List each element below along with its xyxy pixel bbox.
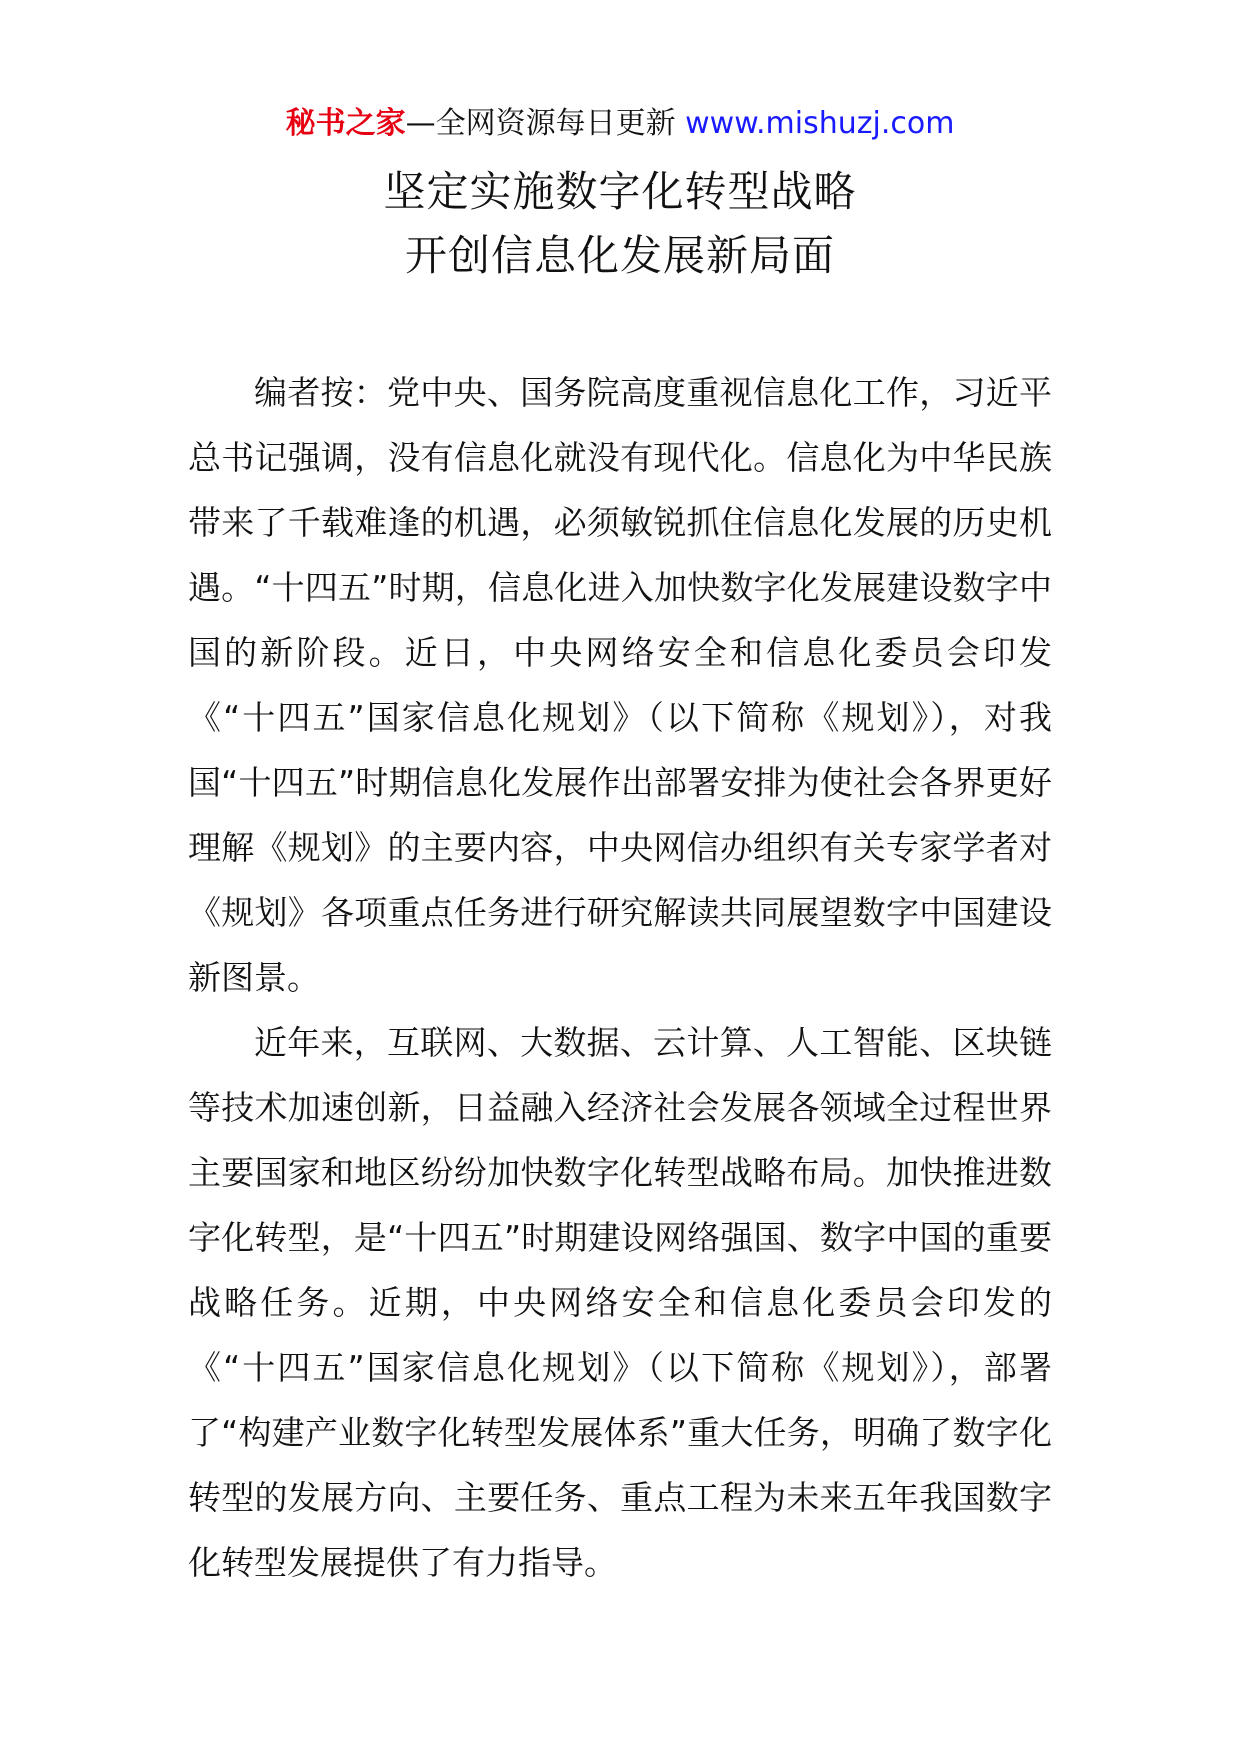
website-link[interactable]: www.mishuzj.com (685, 106, 955, 141)
document-body (188, 360, 1052, 1595)
brand-name: 秘书之家 (285, 106, 406, 141)
title-line-2: 开创信息化发展新局面 (404, 231, 835, 280)
editor-note-paragraph: 编者按：党中央、国务院高度重视信息化工作，习近平总书记强调，没有信息化就没有现代化。信息化为中华民族带来了千载难逢的机遇，必须敏锐抓住信息化发展的历史机遇。“十四五”时期，信息化进入加快数字化发展建设数字中国的新阶段。近日，中央网络安全和信息化委员会印发《“十四五”国家信息化规划》（以下简称《规划》），对我国“十四五”时期信息化发展作出部署安排为使社会各界更好理解《规划》的主要内容，中央网信办组织有关专家学者对《规划》各项重点任务进行研究解读共同展望数字中国建设新图景。 (188, 373, 1052, 997)
body-paragraph: 近年来，互联网、大数据、云计算、人工智能、区块链等技术加速创新，日益融入经济社会发展各领域全过程世界主要国家和地区纷纷加快数字化转型战略布局。加快推进数字化转型，是“十四五”时期建设网络强国、数字中国的重要战略任务。近期，中央网络安全和信息化委员会印发的《“十四五”国家信息化规划》（以下简称《规划》），部署了“构建产业数字化转型发展体系”重大任务，明确了数字化转型的发展方向、主要任务、重点工程为未来五年我国数字化转型发展提供了有力指导。 (188, 1023, 1052, 1582)
document-title (0, 160, 1240, 288)
title-line-1: 坚定实施数字化转型战略 (383, 167, 857, 216)
brand-slogan: —全网资源每日更新 (405, 106, 676, 141)
watermark-header (0, 104, 1240, 144)
